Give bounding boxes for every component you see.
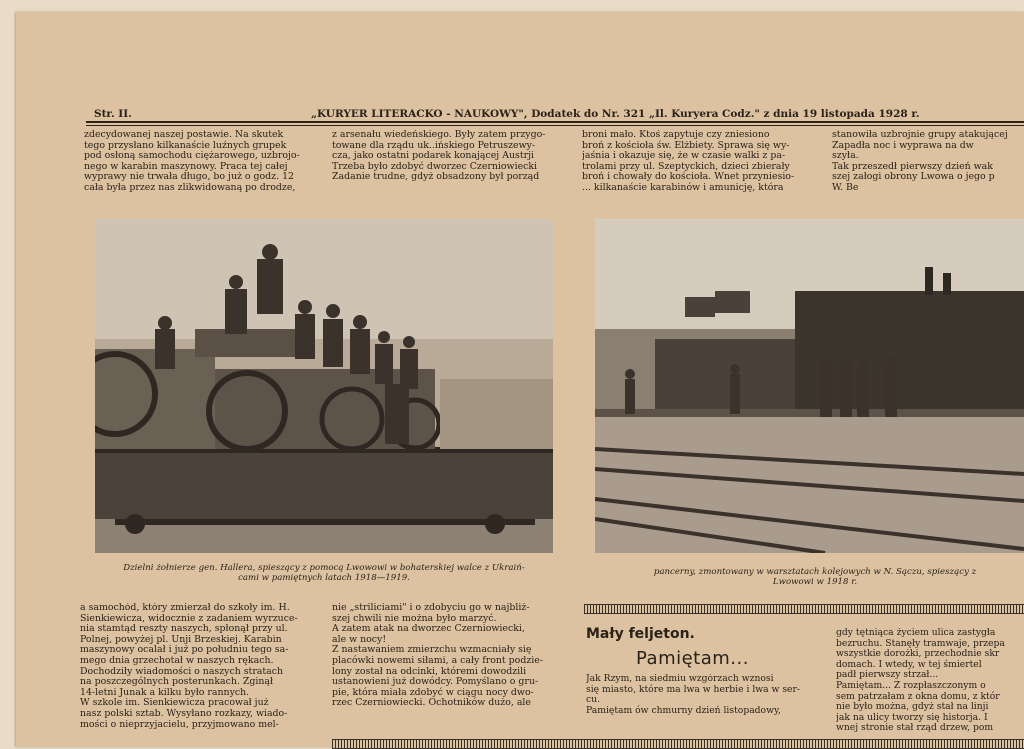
feuilleton-column-1: Jak Rzym, na siedmiu wzgórzach wznosi się miasto, które ma lwa w herbie i lwa w ser- cu. Pamiętam ów chmurny dzień listopadowy, bbox=[586, 674, 800, 716]
feuilleton-title: Pamiętam... bbox=[636, 648, 749, 669]
header-rule bbox=[86, 121, 1024, 123]
newspaper-page bbox=[16, 12, 1024, 747]
photo-armoured-train bbox=[595, 219, 1024, 553]
soldiers-flatcar-image bbox=[95, 219, 553, 553]
armoured-train-image bbox=[595, 219, 1024, 553]
feuilleton-column-2: gdy tętniąca życiem ulica zastygła bezruchu. Stanęły tramwaje, przepa wszystkie dorożki, przechodnie skr domach. I wtedy, w tej śmiertel padł pierwszy strzał... Pamiętam... Z rozpłaszczonym o sem patrzałam z okna domu, z któr nie było można, gdyż stał na linji jak na ulicy tworzy się historja. I wnej stronie stał rząd drzew, pom bbox=[836, 628, 1005, 734]
top-column-2: z arsenału wiedeńskiego. Były zatem przygo- towane dla rządu uk..ińskiego Petruszewy- cza, jako ostatni podarek konającej Austrji Trzeba było zdobyć dworzec Czerniowiecki Zadanie trudne, gdyż obsadzony był porząd bbox=[332, 130, 546, 183]
masthead: „KURYER LITERACKO - NAUKOWY", Dodatek do Nr. 321 „Il. Kuryera Codz." z dnia 19 listopada 1928 r. bbox=[311, 108, 920, 120]
feuilleton-section-label: Mały feljeton. bbox=[586, 626, 695, 642]
top-column-3: broni mało. Ktoś zapytuje czy zniesiono broń z kościoła św. Elżbiety. Sprawa się wy- jaśnia i okazuje się, że w czasie walki z pa- trolami przy ul. Szeptyckich, dzieci zbierały broń i chowały do kościoła. Wnet przyniesio- ... kilkanaście karabinów i amunicję, która bbox=[582, 130, 795, 193]
top-column-4: stanowiła uzbrojnie grupy atakującej Zapadła noc i wyprawa na dw szyła. Tak przeszedł pierwszy dzień wak szej załogi obrony Lwowa o jego p W. Be bbox=[832, 130, 1008, 193]
top-column-1: zdecydowanej naszej postawie. Na skutek tego przysłano kilkanaście luźnych grupek pod osłoną samochodu ciężarowego, uzbrojo- nego w karabin maszynowy. Praca tej całej wyprawy nie trwała długo, bo już o godz. 12 cała była przez nas zlikwidowaną po drodze, bbox=[84, 130, 300, 193]
bottom-rule bbox=[332, 739, 1024, 749]
bottom-column-1: a samochód, który zmierzał do szkoły im. H. Sienkiewicza, widocznie z zadaniem wyrzuce- nia stamtąd reszty naszych, spłonął przy ul. Polnej, powyżej pl. Unji Brzeskiej. Karabin maszynowy ocalał i już po południu tego sa- mego dnia grzechotał w naszych rękach. Dochodziły wiadomości o naszych stratach na poszczególnych posterunkach. Zginął 14-letni Junak a kilku było rannych. W szkole im. Sienkiewicza pracował już nasz polski sztab. Wysyłano rozkazy, wiado- mości o nieprzyjacielu, przyjmowano mel- bbox=[80, 603, 298, 730]
bottom-column-2: nie „striliciami" i o zdobyciu go w najbliż- szej chwili nie można było marzyć. A zatem atak na dworzec Czerniowiecki, ale w nocy! Z nastawaniem zmierzchu wzmacniały się placówki nowemi siłami, a cały front podzie- lony został na odcinki, któremi dowodzili ustanowieni już dowódcy. Pomyślano o gru- pie, która miała zdobyć w ciągu nocy dwo- rzec Czerniowiecki. Ochotników dużo, ale bbox=[332, 603, 543, 709]
header-rule-thin bbox=[86, 125, 1024, 126]
page-number: Str. II. bbox=[94, 108, 132, 120]
photo-soldiers-flatcar bbox=[95, 219, 553, 553]
caption-left: Dzielni żołnierze gen. Hallera, spieszący z pomocą Lwowowi w bohaterskiej walce z Ukraiń- cami w pamiętnych latach 1918—1919. bbox=[123, 563, 525, 583]
feuilleton-top-rule bbox=[584, 604, 1024, 614]
caption-right: pancerny, zmontowany w warsztatach kolejowych w N. Sączu, spieszący z Lwowowi w 1918 r. bbox=[653, 567, 977, 587]
